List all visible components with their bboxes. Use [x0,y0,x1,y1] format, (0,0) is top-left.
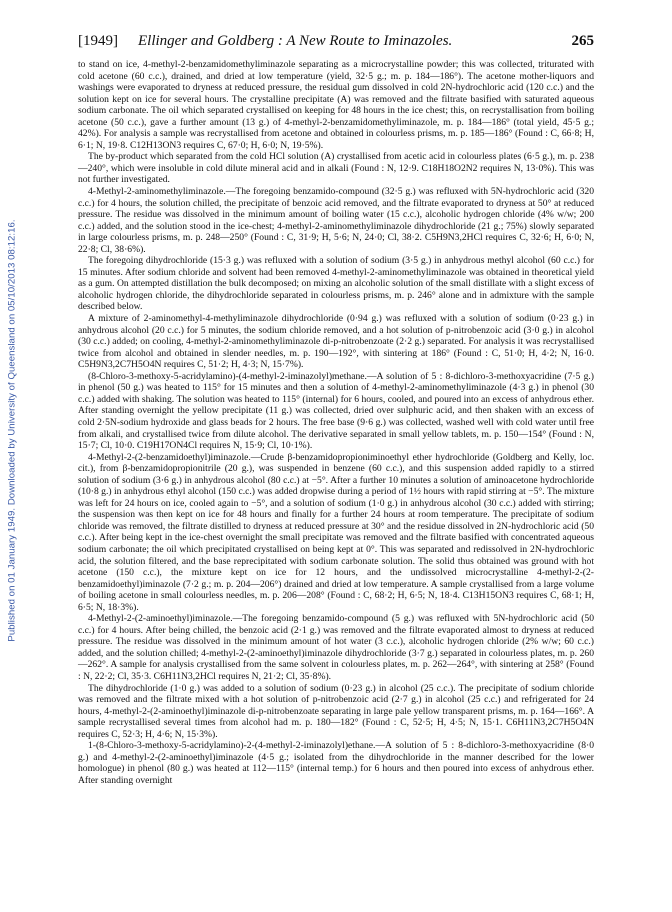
paragraph: 4-Methyl-2-aminomethyliminazole.—The foregoing benzamido-compound (32·5 g.) was refluxed with 5N-hydrochloric acid (320 c.c.) for 4 hours, the solution chilled, the precipitate of benzoic acid removed, and the filtrate evaporated to dryness at 50° at reduced pressure. The residue was dissolved in the minimum amount of boiling water (15 c.c.), alcoholic hydrogen chloride (4% w/w; 200 c.c.) added, and the solution stood in the ice-chest; 4-methyl-2-aminomethyliminazole dihydrochloride (21 g.; 75%) slowly separated in large colourless prisms, m. p. 248—250° (Found : C, 31·9; H, 5·6; N, 24·0; Cl, 38·2. C5H9N3,2HCl requires C, 32·6; H, 6·0; N, 22·8; Cl, 38·6%). [78,186,594,255]
download-notice-text: Published on 01 January 1949. Downloaded by University of Queensland on 05/10/2013 08:12:16. [6,218,18,642]
header-year: [1949] [78,33,118,49]
paragraph: The dihydrochloride (1·0 g.) was added to a solution of sodium (0·23 g.) in alcohol (25 c.c.). The precipitate of sodium chloride was removed and the filtrate mixed with a hot solution of p-nitrobenzoic acid (2·7 g.) in alcohol (25 c.c.) and refrigerated for 24 hours, 4-methyl-2-(2-aminoethyl)iminazole di-p-nitrobenzoate separating in large pale yellow transparent prisms, m. p. 164—166°. A sample recrystallised several times from alcohol had m. p. 180—182° (Found : C, 52·5; H, 4·5; N, 15·1. C6H11N3,2C7H5O4N requires C, 52·3; H, 4·6; N, 15·3%). [78,682,594,740]
paragraph: The by-product which separated from the cold HCl solution (A) crystallised from acetic acid in colourless plates (6·5 g.), m. p. 238—240°, which were insoluble in cold dilute mineral acid and in alkali (Found : N, 12·9. C18H18O2N2 requires N, 13·0%). This was not further investigated. [78,151,594,186]
paragraph: 4-Methyl-2-(2-benzamidoethyl)iminazole.—Crude β-benzamidopropioniminoethyl ether hydrochloride (Goldberg and Kelly, loc. cit.), from β-benzamidopropionitrile (20 g.), was suspended in benzene (60 c.c.), and this suspension added rapidly to a stirred solution of sodium (3·6 g.) in anhydrous alcohol (80 c.c.) at −5°. After a further 10 minutes a solution of aminoacetone hydrochloride (10·8 g.) in anhydrous ethyl alcohol (150 c.c.) was added dropwise during a period of 1½ hours with rapid stirring at −5°. The mixture was left for 24 hours on ice, cooled again to −5°, and a solution of sodium (1·0 g.) in anhydrous alcohol (30 c.c.) added with stirring; the suspension was then kept on ice for 48 hours and finally for a further 24 hours at room temperature. The precipitate of sodium chloride was removed, the filtrate distilled to dryness at reduced pressure at 30° and the residue dissolved in 2N-hydrochloric acid (50 c.c.). After being kept in the ice-chest overnight the small precipitate was removed and the filtrate basified with concentrated aqueous sodium carbonate; the oil which precipitated crystallised on being kept at 0°. This was separated and redissolved in 2N-hydrochloric acid, the solution filtered, and the base reprecipitated with sodium carbonate solution. The solid thus obtained was ground with hot acetone (150 c.c.), the mixture kept on ice for 12 hours, and the undissolved microcrystalline 4-methyl-2-(2-benzamidoethyl)iminazole (7·2 g.; m. p. 204—206°) drained and dried at low temperature. A sample crystallised from a large volume of boiling acetone in small colourless needles, m. p. 206—208° (Found : C, 68·2; H, 6·5; N, 18·4. C13H15ON3 requires C, 68·1; H, 6·5; N, 18·3%). [78,451,594,613]
header-title: Ellinger and Goldberg : A New Route to Iminazoles. [138,33,453,49]
article-body [78,59,594,786]
paragraph: (8-Chloro-3-methoxy-5-acridylamino)-(4-methyl-2-iminazolyl)methane.—A solution of 5 : 8-dichloro-3-methoxyacridine (7·5 g.) in phenol (50 g.) was heated to 115° for 15 minutes and then a solution of 4-methyl-2-aminomethyliminazole (4·3 g.) in phenol (30 c.c.) added with shaking. The solution was heated to 115° (internal) for 6 hours, cooled, and poured into an excess of anhydrous ether. After standing overnight the yellow precipitate (11 g.) was collected, dried over sulphuric acid, and then shaken with an excess of cold 2·5N-sodium hydroxide and glass beads for 2 hours. The free base (9·6 g.) was collected, washed well with cold water until free from alkali, and crystallised twice from dilute alcohol. The derivative separated in small yellow tablets, m. p. 150—154° (Found : N, 15·7; Cl, 10·0. C19H17ON4Cl requires N, 15·9; Cl, 10·1%). [78,370,594,452]
paragraph: to stand on ice, 4-methyl-2-benzamidomethyliminazole separating as a microcrystalline powder; this was collected, triturated with cold acetone (60 c.c.), drained, and dried at low temperature (yield, 32·5 g.; m. p. 184—186°). The acetone mother-liquors and washings were evaporated to dryness at reduced pressure, the residual gum dissolved in cold 2N-hydrochloric acid (120 c.c.) and the solution kept on ice for several hours. The crystalline precipitate (A) was removed and the filtrate basified with saturated aqueous sodium carbonate. The oil which separated crystallised on keeping for 48 hours in the ice chest; this, on recrystallisation from boiling acetone (50 c.c.), gave a further amount (13 g.) of 4-methyl-2-benzamidomethyliminazole, m. p. 184—186° (total yield, 45·5 g.; 42%). For analysis a sample was recrystallised from acetone and obtained in colourless prisms, m. p. 185—186° (Found : C, 66·8; H, 6·1; N, 19·8. C12H13ON3 requires C, 67·0; H, 6·0; N, 19·5%). [78,59,594,151]
page-number: 265 [571,33,594,49]
paragraph: The foregoing dihydrochloride (15·3 g.) was refluxed with a solution of sodium (3·5 g.) in anhydrous methyl alcohol (60 c.c.) for 15 minutes. After sodium chloride and solvent had been removed 4-methyl-2-aminomethyliminazole was obtained in theoretical yield as a gum. On attempted distillation the bulk decomposed; on mixing an alcoholic solution of the small distillate with a slight excess of alcoholic hydrogen chloride, the dihydrochloride separated in colourless prisms, m. p. 246° alone and in admixture with the sample described below. [78,255,594,313]
paragraph: 1-(8-Chloro-3-methoxy-5-acridylamino)-2-(4-methyl-2-iminazolyl)ethane.—A solution of 5 : 8-dichloro-3-methoxyacridine (8·0 g.) and 4-methyl-2-(2-aminoethyl)iminazole (4·5 g.; isolated from the dihydrochloride in the manner described for the lower homologue) in phenol (80 g.) was heated at 112—115° (internal temp.) for 6 hours and then poured into excess of anhydrous ether. After standing overnight [78,740,594,786]
paragraph: 4-Methyl-2-(2-aminoethyl)iminazole.—The foregoing benzamido-compound (5 g.) was refluxed with 5N-hydrochloric acid (50 c.c.) for 4 hours. After being chilled, the benzoic acid (2·1 g.) was removed and the filtrate evaporated almost to dryness at reduced pressure. The residue was dissolved in the minimum amount of hot water (3 c.c.), alcoholic hydrogen chloride (2% w/w; 60 c.c.) added, and the solution chilled; 4-methyl-2-(2-aminoethyl)iminazole dihydrochloride (3·7 g.) separated in colourless plates, m. p. 260—262°. A sample for analysis crystallised from the same solvent in colourless plates, m. p. 262—264°, with sintering at 258° (Found : N, 22·2; Cl, 35·3. C6H11N3,2HCl requires N, 21·2; Cl, 35·8%). [78,613,594,682]
paragraph: A mixture of 2-aminomethyl-4-methyliminazole dihydrochloride (0·94 g.) was refluxed with a solution of sodium (0·23 g.) in anhydrous alcohol (20 c.c.) for 5 minutes, the sodium chloride removed, and a hot solution of p-nitrobenzoic acid (3·0 g.) in alcohol (30 c.c.) added; on cooling, 4-methyl-2-aminomethyliminazole di-p-nitrobenzoate (2·2 g.) separated. For analysis it was recrystallised twice from alcohol and obtained in slender needles, m. p. 190—192°, with sintering at 186° (Found : C, 51·0; H, 4·2; N, 16·0. C5H9N3,2C7H5O4N requires C, 51·2; H, 4·3; N, 15·7%). [78,313,594,371]
running-header [78,33,594,57]
download-notice [4,150,20,710]
